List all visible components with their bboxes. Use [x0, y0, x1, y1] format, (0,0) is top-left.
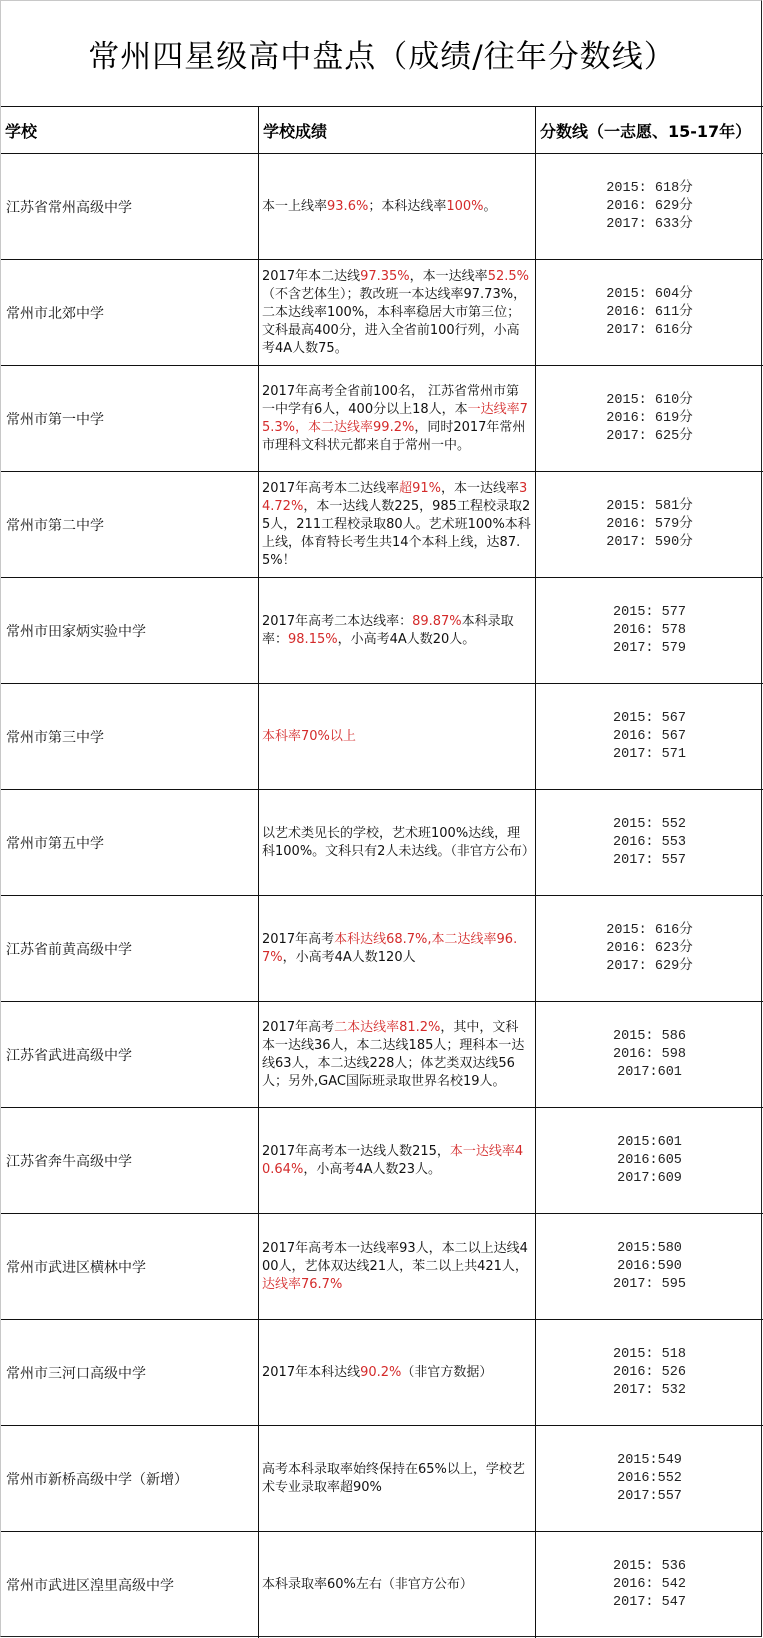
school-name: 常州市第三中学: [6, 729, 104, 746]
score-line: 2016: 567: [613, 728, 686, 744]
score-line: 2016: 629分: [606, 198, 693, 214]
column-header-row: [1, 107, 763, 154]
table-row: [1, 366, 763, 472]
school-performance: [258, 1532, 535, 1638]
table-row: [1, 260, 763, 366]
score-line: 2015: 610分: [606, 392, 693, 408]
stat-text: ，本一达线人数225，985工程校录取25人，211工程校录取80人。艺术班100%本科上线，体育特长考生共14个本科上线，达87.5%！: [262, 498, 531, 568]
school-performance: [258, 684, 535, 789]
table-row: [1, 1426, 763, 1532]
score-lines: [535, 1214, 763, 1319]
column-header-performance: 学校成绩: [258, 107, 535, 153]
score-line: 2017: 625分: [606, 428, 693, 444]
score-line: 2017: 616分: [606, 322, 693, 338]
table-row: [1, 1320, 763, 1426]
stat-text: ，其中，文科本一达线36人，本二达线185人；理科本一达线63人，本二达线228人；体艺类双达线56人；另外,GAC国际班录取世界名校19人。: [262, 1019, 525, 1089]
score-lines: [535, 1002, 763, 1107]
score-line: 2016: 553: [613, 834, 686, 850]
table-row: [1, 1002, 763, 1108]
score-line: 2016: 623分: [606, 940, 693, 956]
stat-text: 本科录取率：: [262, 613, 514, 647]
school-name: 常州市第五中学: [6, 835, 104, 852]
score-lines: [535, 472, 763, 577]
school-performance: [258, 1426, 535, 1531]
stat-text: 2017年高考: [262, 1019, 335, 1035]
score-lines: [535, 154, 763, 259]
school-name: 江苏省常州高级中学: [6, 199, 132, 216]
highlighted-stat: 34.72%: [262, 480, 528, 514]
score-line: 2016:552: [617, 1470, 682, 1486]
school-name: 常州市北郊中学: [6, 305, 104, 322]
score-line: 2017: 590分: [606, 534, 693, 550]
table-row: [1, 790, 763, 896]
score-lines: [535, 260, 763, 365]
score-line: 2015: 618分: [606, 180, 693, 196]
score-line: 2016: 542: [613, 1577, 686, 1592]
stat-text: 。: [483, 198, 497, 214]
column-header-school: 学校: [5, 121, 38, 141]
school-name: 常州市武进区横林中学: [6, 1259, 146, 1276]
school-performance: [258, 260, 535, 365]
score-lines: [535, 896, 763, 1001]
highlighted-stat: 二本达线率81.2%: [334, 1019, 441, 1035]
stat-text: （不含艺体生）；教改班一本达线率97.73%，二本达线率100%，本科率稳居大市第三位；文科最高400分，进入全省前100行列，小高考4A人数75。: [262, 286, 527, 356]
title-row: [1, 1, 763, 107]
score-line: 2015: 577: [613, 604, 686, 620]
school-name: 常州市武进区湟里高级中学: [6, 1578, 174, 1594]
score-line: 2015: 604分: [606, 286, 693, 302]
score-line: 2015:549: [617, 1452, 682, 1468]
score-line: 2017: 557: [613, 852, 686, 868]
score-line: 2017: 571: [613, 746, 686, 762]
score-line: 2017:601: [617, 1064, 682, 1080]
school-name: 江苏省武进高级中学: [6, 1047, 132, 1064]
score-lines: [535, 1108, 763, 1213]
stat-text: 2017年本科达线: [262, 1364, 361, 1380]
stat-text: ，小高考4A人数120人: [282, 949, 416, 965]
score-line: 2016: 578: [613, 622, 686, 638]
score-line: 2017: 633分: [606, 216, 693, 232]
score-lines: [535, 366, 763, 471]
highlighted-stat: 本科达线68.7%,本二达线率96.7%: [262, 931, 518, 965]
page-title: 常州四星级高中盘点（成绩/往年分数线）: [88, 39, 676, 75]
score-line: 2015:580: [617, 1240, 682, 1256]
stat-text: 2017年高考本一达线人数215，: [262, 1143, 450, 1159]
column-header-scores: 分数线（一志愿、15-17年）: [535, 107, 763, 153]
table-row: [1, 472, 763, 578]
stat-text: 本科录取率60%左右（非官方公布）: [262, 1577, 473, 1592]
highlighted-stat: 超91%: [399, 480, 441, 496]
score-lines: [535, 578, 763, 683]
score-line: 2017: 547: [613, 1595, 686, 1610]
highlighted-stat: 93.6%: [327, 198, 369, 214]
stat-text: 2017年高考全省前100名， 江苏省常州市第一中学有6人，400分以上18人，本: [262, 383, 520, 417]
score-line: 2017: 629分: [606, 958, 693, 974]
score-lines: [535, 1426, 763, 1531]
stat-text: 2017年高考二本达线率：: [262, 613, 413, 629]
stat-text: 以艺术类见长的学校，艺术班100%达线，理科100%。文科只有2人未达线。（非官方公布）: [262, 825, 535, 859]
score-line: 2016: 526: [613, 1364, 686, 1380]
score-line: 2015:601: [617, 1134, 682, 1150]
score-line: 2017: 532: [613, 1382, 686, 1398]
highlighted-stat: 一达线率75.3%，本二达线率99.2%: [262, 401, 528, 435]
highlighted-stat: 98.15%: [288, 631, 338, 647]
table-row: [1, 896, 763, 1002]
score-line: 2015: 581分: [606, 498, 693, 514]
score-line: 2016: 619分: [606, 410, 693, 426]
highlighted-stat: 达线率76.7%: [262, 1276, 343, 1292]
highlighted-stat: 89.87%: [412, 613, 462, 629]
school-performance: [258, 472, 535, 577]
score-line: 2016: 611分: [606, 304, 693, 320]
score-line: 2015: 518: [613, 1346, 686, 1362]
score-line: 2017:609: [617, 1170, 682, 1186]
highlighted-stat: 本科率70%以上: [262, 728, 356, 744]
score-line: 2017:557: [617, 1488, 682, 1504]
school-performance: [258, 1214, 535, 1319]
school-name: 常州市新桥高级中学（新增）: [6, 1471, 188, 1488]
score-line: 2017: 579: [613, 640, 686, 656]
school-name: 江苏省奔牛高级中学: [6, 1153, 132, 1170]
school-performance: [258, 154, 535, 259]
stat-text: ，同时2017年常州市理科文科状元都来自于常州一中。: [262, 419, 526, 453]
school-performance: [258, 1002, 535, 1107]
highlighted-stat: 97.35%: [360, 268, 410, 284]
school-performance: [258, 790, 535, 895]
stat-text: ，本一达线率: [441, 480, 520, 496]
school-performance: [258, 578, 535, 683]
score-line: 2016: 598: [613, 1046, 686, 1062]
score-line: 2015: 567: [613, 710, 686, 726]
score-lines: [535, 790, 763, 895]
highlighted-stat: 90.2%: [360, 1364, 402, 1380]
score-lines: [535, 1320, 763, 1425]
score-lines: [535, 1532, 763, 1638]
highlighted-stat: 100%: [446, 198, 484, 214]
score-line: 2016:605: [617, 1152, 682, 1168]
table-row: [1, 684, 763, 790]
school-performance: [258, 1320, 535, 1425]
stat-text: 2017年高考本一达线率93人，本二以上达线400人，艺体双达线21人，苯二以上共421人，: [262, 1240, 528, 1274]
score-line: 2016:590: [617, 1258, 682, 1274]
highlighted-stat: 52.5%: [487, 268, 529, 284]
score-line: 2017: 595: [613, 1276, 686, 1292]
stat-text: 2017年高考: [262, 931, 335, 947]
school-performance: [258, 1108, 535, 1213]
table-row: [1, 1214, 763, 1320]
highlighted-stat: 本一达线率40.64%: [262, 1143, 524, 1177]
table-row: [1, 1108, 763, 1214]
stat-text: ，小高考4A人数23人。: [303, 1161, 442, 1177]
stat-text: 2017年本二达线: [262, 268, 361, 284]
school-name: 常州市三河口高级中学: [6, 1365, 146, 1382]
table-body: [1, 154, 763, 1638]
stat-text: ，本一达线率: [409, 268, 488, 284]
score-lines: [535, 684, 763, 789]
table-row: [1, 1532, 763, 1638]
stat-text: （非官方数据）: [401, 1364, 493, 1380]
stat-text: ，小高考4A人数20人。: [337, 631, 476, 647]
score-line: 2015: 616分: [606, 922, 693, 938]
score-line: 2015: 536: [613, 1559, 686, 1574]
stat-text: 高考本科录取率始终保持在65%以上，学校艺术专业录取率超90%: [262, 1461, 525, 1495]
stat-text: 2017年高考本二达线率: [262, 480, 400, 496]
school-name: 常州市田家炳实验中学: [6, 623, 146, 640]
school-name: 常州市第二中学: [6, 517, 104, 534]
score-line: 2016: 579分: [606, 516, 693, 532]
table-row: [1, 578, 763, 684]
stat-text: 本一上线率: [262, 198, 328, 214]
school-name: 江苏省前黄高级中学: [6, 941, 132, 958]
school-performance: [258, 366, 535, 471]
score-line: 2015: 552: [613, 816, 686, 832]
score-line: 2015: 586: [613, 1028, 686, 1044]
stat-text: ；本科达线率: [368, 198, 447, 214]
school-name: 常州市第一中学: [6, 411, 104, 428]
school-performance: [258, 896, 535, 1001]
table-row: [1, 154, 763, 260]
